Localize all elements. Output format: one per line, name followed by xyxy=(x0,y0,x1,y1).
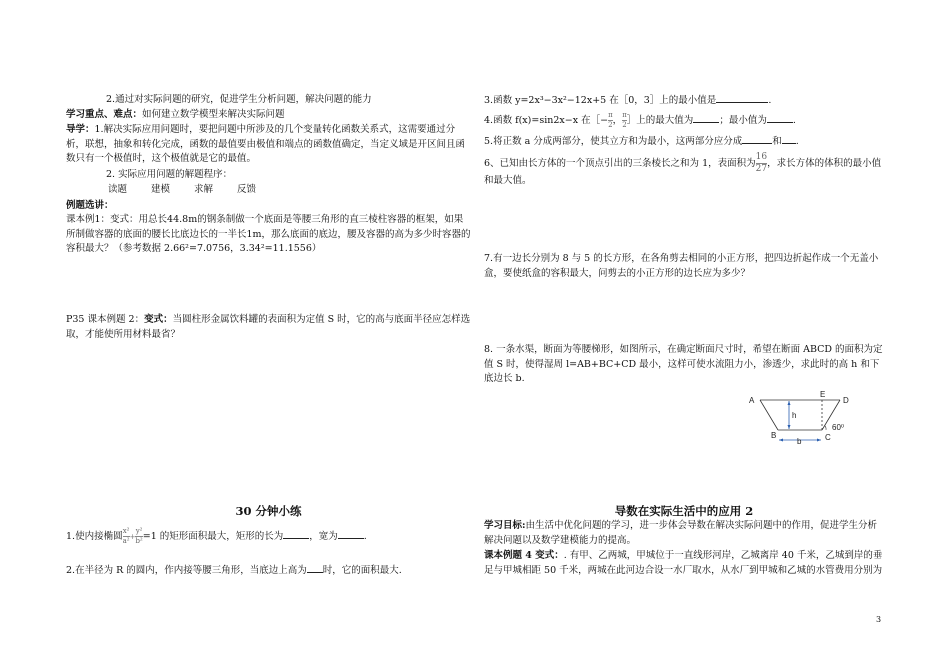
key-points-label: 学习重点、难点： xyxy=(66,109,143,120)
label-C: C xyxy=(825,433,831,442)
height-arrow-bottom xyxy=(788,425,791,429)
learning-goal-text: 由生活中优化问题的学习，进一步体会导数在解决实际问题中的作用，促进学生分析解决问题以及数学建模能力的提高。 xyxy=(484,520,878,546)
q1-frac-x-den: a² xyxy=(122,537,130,545)
angle-arc xyxy=(825,426,827,431)
q3-blank[interactable] xyxy=(716,93,768,103)
q4-end: . xyxy=(792,115,796,126)
example-4-text: . 有甲、乙两城，甲城位于一直线形河岸，乙城离岸 40 千米，乙城到岸的垂足与甲城相距 50 千米，两城在此河边合设一水厂取水，从水厂到甲城和乙城的水管费用分别为 xyxy=(484,550,883,576)
practice-q3 xyxy=(484,93,884,109)
q1-blank-width[interactable] xyxy=(338,529,364,539)
q1-end: . xyxy=(363,531,367,542)
label-angle: 60⁰ xyxy=(832,423,845,432)
steps-intro: 2. 实际应用问题的解题程序： xyxy=(106,169,233,180)
q4-frac-upper-den: 2 xyxy=(622,121,627,129)
examples-heading: 例题选讲： xyxy=(66,200,114,211)
key-points-text: 如何建立数学模型来解决实际问题 xyxy=(142,109,285,120)
example-2 xyxy=(66,313,471,342)
practice-q4 xyxy=(484,112,884,129)
q1-pre: 1.使内接椭圆 xyxy=(66,531,123,542)
q4-comma: ， xyxy=(612,115,623,126)
label-D: D xyxy=(843,396,849,405)
q6-frac-num: 16 xyxy=(755,152,768,162)
guide-text: 1.解决实际应用问题时，要把问题中所涉及的几个变量转化函数关系式，这需要通过分析，联想，抽象和转化完成，函数的最值要由极值和端点的函数值确定，当定义域是开区间且函数只有一个极值时，这个极值就是它的最值。 xyxy=(66,124,466,165)
example-2-prefix: P35 课本例题 2： xyxy=(66,314,145,325)
q1-blank-length[interactable] xyxy=(283,529,309,539)
q4-pre: 4.函数 f(x)=sin2x−x 在［− xyxy=(484,115,609,126)
label-E: E xyxy=(820,390,826,399)
solving-steps xyxy=(66,183,513,198)
q4-frac-lower-den: 2 xyxy=(608,121,613,129)
height-arrow-top xyxy=(788,401,791,405)
q6-frac xyxy=(756,153,767,174)
q5-blank-1[interactable] xyxy=(742,134,772,144)
learning-goal-label: 学习目标: xyxy=(484,520,526,531)
q4-frac-lower-num: π xyxy=(608,111,613,119)
q5-mid: 和 xyxy=(772,136,782,147)
learning-goal-2: 2.通过对实际问题的研究，促进学生分析问题，解决问题的能力 xyxy=(106,94,372,105)
q1-frac-y-den: b² xyxy=(135,537,143,545)
q4-mid2: ；最小值为 xyxy=(719,115,767,126)
practice-q8: 8. 一条水渠，断面为等腰梯形，如图所示，在确定断面尺寸时，希望在断面 ABCD 的面积为定值 S 时，使得湿周 l=AB+BC+CD 最小，这样可使水流阻力小，渗透少，求此时的高 h 和下底边长 b. xyxy=(484,344,883,385)
practice-title: 30 分钟小练 xyxy=(235,504,302,518)
step-model: 建模 xyxy=(151,184,171,195)
practice-q1 xyxy=(66,528,471,545)
q4-mid: ］上的最大值为 xyxy=(626,115,694,126)
step-feedback: 反馈 xyxy=(237,184,257,195)
q1-plus: + xyxy=(129,533,136,541)
q5-blank-2[interactable] xyxy=(782,134,796,144)
key-points xyxy=(66,108,471,123)
base-arrow-left xyxy=(779,439,783,442)
q1-mid2: ，宽为 xyxy=(309,531,338,542)
q2-end: 时，它的面积最大. xyxy=(322,565,402,576)
learning-goal xyxy=(484,519,884,548)
q2-blank[interactable] xyxy=(307,563,323,573)
label-h: h xyxy=(792,411,797,420)
q1-frac-y xyxy=(135,528,142,545)
channel-trapezoid-diagram xyxy=(742,388,862,452)
q5-pre: 5.将正数 a 分成两部分，使其立方和为最小，这两部分应分成 xyxy=(484,136,743,147)
guide-paragraph xyxy=(66,123,471,167)
page-number: 3 xyxy=(876,615,882,624)
label-A: A xyxy=(749,396,755,405)
step-solve: 求解 xyxy=(194,184,214,195)
label-B: B xyxy=(771,431,777,440)
q6-frac-den: 27 xyxy=(755,164,768,174)
q5-end: . xyxy=(795,136,799,147)
q4-blank-max[interactable] xyxy=(693,113,719,123)
q6-end: ，求长方体的体积的最小值和最大值。 xyxy=(484,158,882,186)
q3-end: . xyxy=(768,95,772,106)
base-arrow-right xyxy=(817,439,821,442)
label-b: b xyxy=(797,437,802,446)
q4-frac-upper-num: π xyxy=(622,111,627,119)
section-title: 导数在实际生活中的应用 2 xyxy=(614,504,754,518)
q3-pre: 3.函数 y=2x³−3x²−12x+5 在［0，3］上的最小值是 xyxy=(484,95,717,106)
step-read: 读题 xyxy=(108,184,128,195)
practice-q7: 7.有一边长分别为 8 与 5 的长方形，在各角剪去相同的小正方形，把四边折起作成一个无盖小盒，要使纸盒的容积最大，问剪去的小正方形的边长应为多少？ xyxy=(484,253,879,279)
q1-mid: =1 的矩形面积最大，矩形的长为 xyxy=(142,531,284,542)
example-4 xyxy=(484,549,884,578)
practice-q6 xyxy=(484,153,884,189)
guide-label: 导学： xyxy=(66,124,95,135)
q2-pre: 2.在半径为 R 的圆内，作内接等腰三角形，当底边上高为 xyxy=(66,565,307,576)
example-2-text: 当圆柱形金属饮料罐的表面积为定值 S 时，它的高与底面半径应怎样选取，才能使所用材料最省？ xyxy=(66,314,471,340)
q1-frac-x-num: x² xyxy=(122,527,130,535)
q1-frac-x xyxy=(123,528,130,545)
practice-q2 xyxy=(66,563,471,579)
q4-blank-min[interactable] xyxy=(767,113,793,123)
q6-pre: 6、已知由长方体的一个顶点引出的三条棱长之和为 1，表面积为 xyxy=(484,158,756,169)
example-1: 课本例1：变式：用总长44.8m的钢条制做一个底面是等腰三角形的直三棱柱容器的框架，如果所制做容器的底面的腰长比底边长的一半长1m，那么底面的底边，腰及容器的高为多少时容器的容积最大？（参考数据 2.66²=7.0756，3.34²=11.1556） xyxy=(66,214,471,255)
example-4-label: 课本例题 4 变式： xyxy=(484,550,564,561)
line-AB xyxy=(760,400,778,430)
q1-frac-y-num: y² xyxy=(135,527,143,535)
example-2-variant-label: 变式： xyxy=(144,314,173,325)
practice-q5 xyxy=(484,134,884,150)
